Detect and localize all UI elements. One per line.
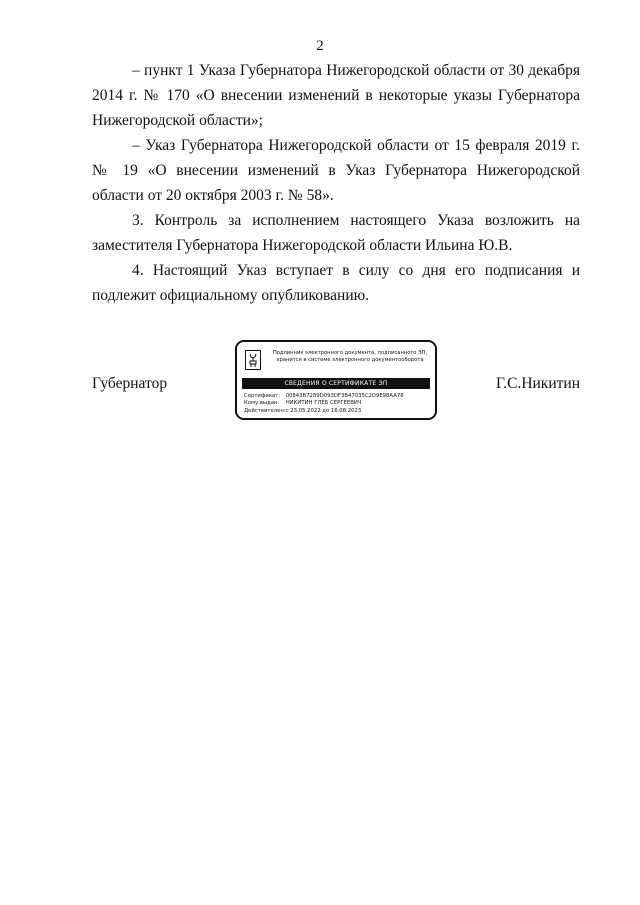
certificate-row (244, 393, 404, 400)
issued-to-value: НИКИТИН ГЛЕБ СЕРГЕЕВИЧ (285, 400, 362, 407)
paragraph-3: 3. Контроль за исполнением настоящего Указа возложить на заместителя Губернатора Нижегородской области Ильина Ю.В. (92, 212, 580, 254)
issued-to-row (244, 400, 404, 407)
issued-to-label: Кому выдан: (244, 400, 280, 407)
deer-emblem-icon (245, 350, 261, 370)
document-body (92, 58, 580, 308)
certificate-info-bar: СВЕДЕНИЯ О СЕРТИФИКАТЕ ЭП (242, 378, 430, 389)
paragraph-4: 4. Настоящий Указ вступает в силу со дня его подписания и подлежит официальному опубликованию. (92, 262, 580, 304)
stamp-header (267, 350, 433, 364)
valid-value: с 23.05.2022 до 16.08.2023 (285, 407, 362, 414)
signature-block (0, 338, 640, 428)
certificate-value: 00843B7289D093DF3B47035C2D9E98AA78 (285, 393, 404, 399)
stamp-header-line-1: Подлинник электронного документа, подписанного ЭП, (272, 350, 428, 356)
electronic-signature-stamp (235, 340, 437, 420)
page-number: 2 (316, 38, 324, 54)
paragraph-1: – пункт 1 Указа Губернатора Нижегородской области от 30 декабря 2014 г. № 170 «О внесении изменений в некоторые указы Губернатора Нижегородской области»; (92, 62, 580, 129)
certificate-label: Сертификат: (244, 393, 281, 399)
stamp-header-line-2: хранится в системе электронного документооборота (276, 357, 424, 363)
signatory-title: Губернатор (92, 375, 168, 392)
valid-label: Действителен: (244, 407, 286, 414)
valid-row (244, 408, 404, 415)
paragraph-2: – Указ Губернатора Нижегородской области от 15 февраля 2019 г. № 19 «О внесении изменений в Указ Губернатора Нижегородской области от 20 октября 2003 г. № 58». (92, 137, 580, 204)
certificate-details (244, 393, 404, 415)
signatory-name: Г.С.Никитин (496, 375, 580, 392)
